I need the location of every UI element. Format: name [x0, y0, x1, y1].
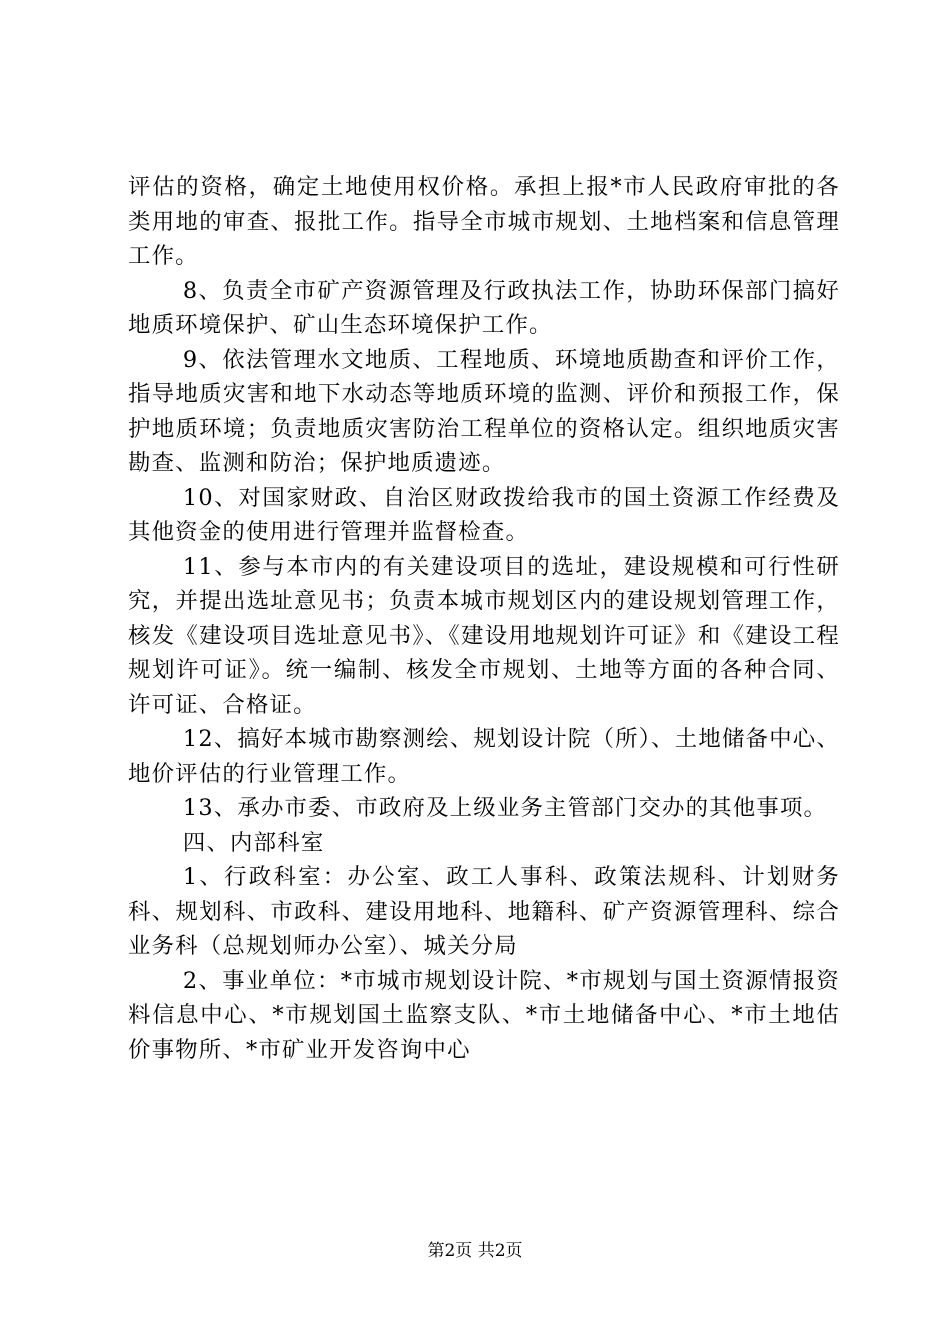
paragraph-public-institutions: 2、事业单位：*市城市规划设计院、*市规划与国土资源情报资料信息中心、*市规划国土监察支队、*市土地储备中心、*市土地估价事物所、*市矿业开发咨询中心 — [128, 967, 840, 1063]
paragraph-item-11: 11、参与本市内的有关建设项目的选址，建设规模和可行性研究，并提出选址意见书；负责本城市规划区内的建设规划管理工作，核发《建设项目选址意见书》、《建设用地规划许可证》和《建设工程规划许可证》。统一编制、核发全市规划、土地等方面的各种合同、许可证、合格证。 — [128, 553, 840, 718]
paragraph-administrative-departments: 1、行政科室：办公室、政工人事科、政策法规科、计划财务科、规划科、市政科、建设用地科、地籍科、矿产资源管理科、综合业务科（总规划师办公室）、城关分局 — [128, 864, 840, 959]
paragraph-item-13: 13、承办市委、市政府及上级业务主管部门交办的其他事项。 — [182, 795, 828, 821]
paragraph-continuation: 评估的资格，确定土地使用权价格。承担上报*市人民政府审批的各类用地的审查、报批工作。指导全市城市规划、土地档案和信息管理工作。 — [128, 174, 840, 269]
paragraph-item-8: 8、负责全市矿产资源管理及行政执法工作，协助环保部门搞好地质环境保护、矿山生态环境保护工作。 — [128, 277, 840, 338]
document-body — [128, 170, 840, 1067]
section-heading-internal-departments: 四、内部科室 — [182, 829, 325, 856]
paragraph-item-9: 9、依法管理水文地质、工程地质、环境地质勘查和评价工作，指导地质灾害和地下水动态等地质环境的监测、评价和预报工作，保护地质环境；负责地质灾害防治工程单位的资格认定。组织地质灾害勘查、监测和防治；保护地质遗迹。 — [128, 346, 840, 476]
page-number: 第2页 共2页 — [427, 1241, 523, 1261]
page-footer — [0, 1240, 950, 1262]
paragraph-item-10: 10、对国家财政、自治区财政拨给我市的国土资源工作经费及其他资金的使用进行管理并监督检查。 — [128, 484, 840, 545]
paragraph-item-12: 12、搞好本城市勘察测绘、规划设计院（所）、土地储备中心、地价评估的行业管理工作。 — [128, 726, 840, 787]
